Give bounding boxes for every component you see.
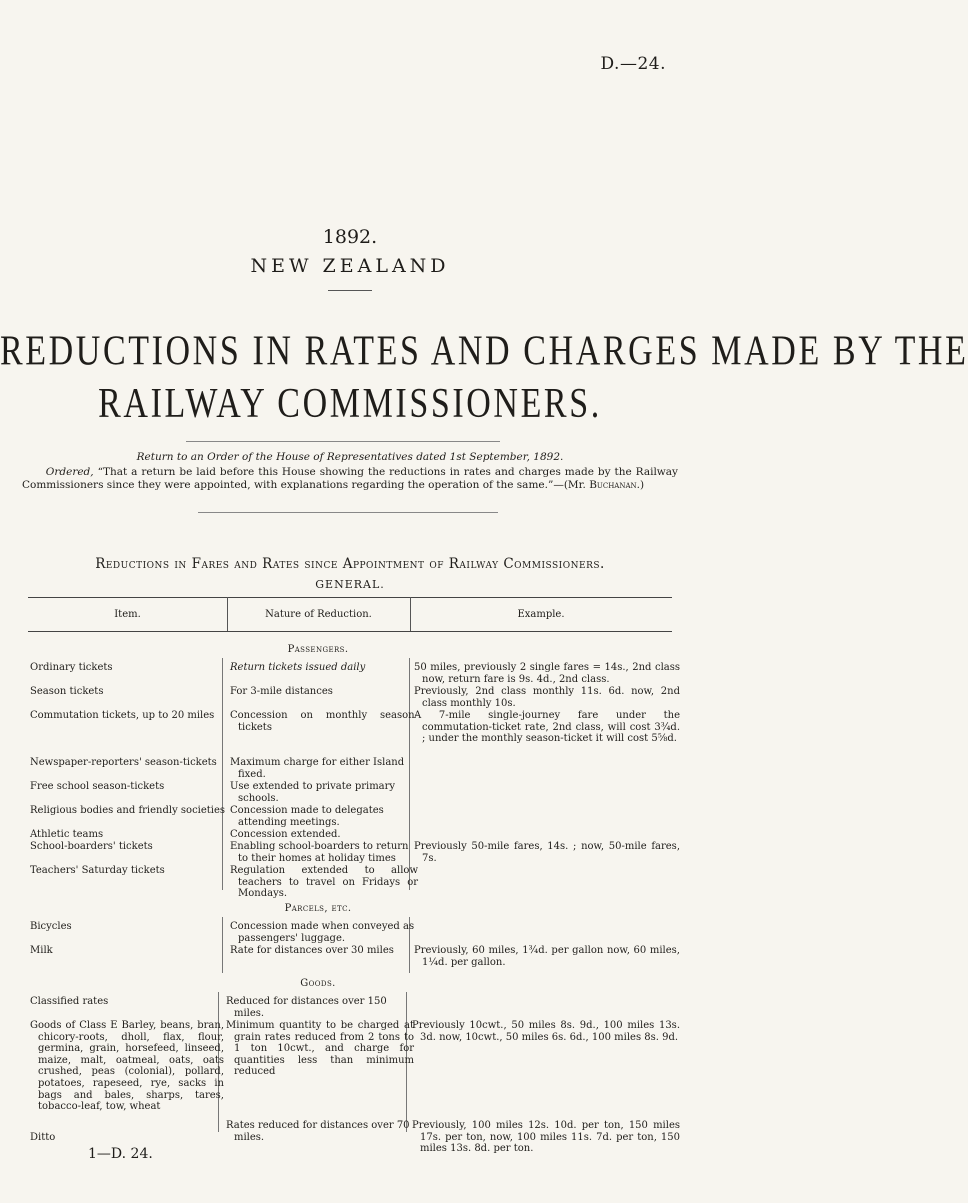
row-nature: Regulation extended to allow teachers to travel on Fridays or Mondays.: [230, 865, 418, 900]
row-item: Commutation tickets, up to 20 miles: [30, 710, 215, 721]
row-example: Previously, 60 miles, 1¾d. per gallon now, 60 miles, 1¼d. per gallon.: [414, 945, 680, 968]
year: 1892.: [322, 226, 378, 248]
main-title-line-2: RAILWAY COMMISSIONERS.: [98, 380, 602, 427]
ordered-paragraph: [22, 466, 678, 492]
row-nature: Concession made when conveyed as passengers' luggage.: [230, 921, 415, 944]
row-item: Bicycles: [30, 921, 72, 932]
row-nature: Maximum charge for either Island fixed.: [230, 757, 405, 780]
row-item: Newspaper-reporters' season-tickets: [30, 757, 217, 768]
section-passengers: Passengers.: [287, 644, 349, 655]
main-title: [0, 326, 968, 431]
row-nature: Rates reduced for distances over 70 miles.: [226, 1120, 410, 1143]
short-rule: [328, 290, 372, 291]
row-item: Teachers' Saturday tickets: [30, 865, 165, 876]
row-item: Free school season-tickets: [30, 781, 165, 792]
row-nature: Rate for distances over 30 miles: [230, 945, 394, 956]
row-nature: Minimum quantity to be charged at grain rates reduced from 2 tons to 1 ton 10cwt., and charge for quantities less than minimum reduced: [226, 1020, 414, 1078]
row-nature: Reduced for distances over 150 miles.: [226, 996, 387, 1019]
section-goods: Goods.: [300, 978, 336, 989]
table-subtitle: GENERAL.: [315, 578, 385, 591]
row-nature: Concession made to delegates attending meetings.: [230, 805, 384, 828]
header-item: Item.: [114, 609, 141, 620]
row-nature: Concession extended.: [230, 829, 341, 840]
row-item: Athletic teams: [30, 829, 104, 840]
column-divider: [222, 917, 223, 973]
section-parcels: Parcels, etc.: [284, 903, 352, 914]
footer-signature: 1—D. 24.: [88, 1146, 153, 1162]
row-item: School-boarders' tickets: [30, 841, 153, 852]
row-nature: Use extended to private primary schools.: [230, 781, 396, 804]
header-nature: Nature of Reduction.: [265, 609, 372, 620]
row-example: Previously 50-mile fares, 14s. ; now, 50-mile fares, 7s.: [414, 841, 680, 864]
row-nature: Concession on monthly season-tickets: [230, 710, 418, 733]
row-item: Season tickets: [30, 686, 104, 697]
column-divider: [222, 658, 223, 890]
main-title-line-1: REDUCTIONS IN RATES AND CHARGES MADE BY THE: [0, 328, 968, 375]
row-nature: Return tickets issued daily: [230, 662, 366, 673]
row-example: 50 miles, previously 2 single fares = 14s., 2nd class now, return fare is 9s. 4d., 2nd class.: [414, 662, 680, 685]
row-item: Ditto: [30, 1132, 56, 1143]
row-item: Milk: [30, 945, 53, 956]
table-header-rule: [28, 631, 672, 632]
row-nature: For 3-mile distances: [230, 686, 333, 697]
row-item: Religious bodies and friendly societies: [30, 805, 226, 816]
divider-rule: [186, 441, 500, 442]
table-top-rule: [28, 597, 672, 598]
ordered-name: Buchanan.): [589, 479, 645, 491]
row-item: Goods of Class E Barley, beans, bran, chicory-roots, dholl, flax, flour, germina, grain, horsefeed, linseed, maize, malt, oatmeal, oats, oats crushed, peas (colonial), pollard, potatoes, rapeseed, rye, sacks in bags and bales, sharps, tares, tobacco-leaf, tow, wheat: [30, 1020, 224, 1113]
row-example: A 7-mile single-journey fare under the commutation-ticket rate, 2nd class, will cost 3¾d. ; under the monthly season-ticket it will cost 5⅝d.: [414, 710, 680, 745]
row-example: Previously, 2nd class monthly 11s. 6d. now, 2nd class monthly 10s.: [414, 686, 680, 709]
document-id: D.—24.: [600, 54, 666, 74]
ordered-text: “That a return be laid before this House showing the reductions in rates and charges made by the Railway Commissioners since they were appointed, with explanations regarding the operation of the same.”—(Mr.: [22, 466, 678, 491]
row-item: Ordinary tickets: [30, 662, 113, 673]
row-item: Classified rates: [30, 996, 109, 1007]
nation-title: NEW ZEALAND: [250, 255, 450, 277]
return-line: Return to an Order of the House of Representatives dated 1st September, 1892.: [136, 451, 564, 463]
row-example: Previously 10cwt., 50 miles 8s. 9d., 100 miles 13s. 3d. now, 10cwt., 50 miles 6s. 6d., 100 miles 8s. 9d.: [412, 1020, 680, 1043]
table-title: Reductions in Fares and Rates since Appointment of Railway Commissioners.: [95, 556, 605, 572]
ordered-label: Ordered,: [45, 466, 94, 478]
divider-rule: [198, 512, 498, 513]
row-example: Previously, 100 miles 12s. 10d. per ton, 150 miles 17s. per ton, now, 100 miles 11s. 7d. per ton, 150 miles 13s. 8d. per ton.: [412, 1120, 680, 1155]
row-nature: Enabling school-boarders to return to their homes at holiday times: [230, 841, 409, 864]
header-example: Example.: [517, 609, 565, 620]
